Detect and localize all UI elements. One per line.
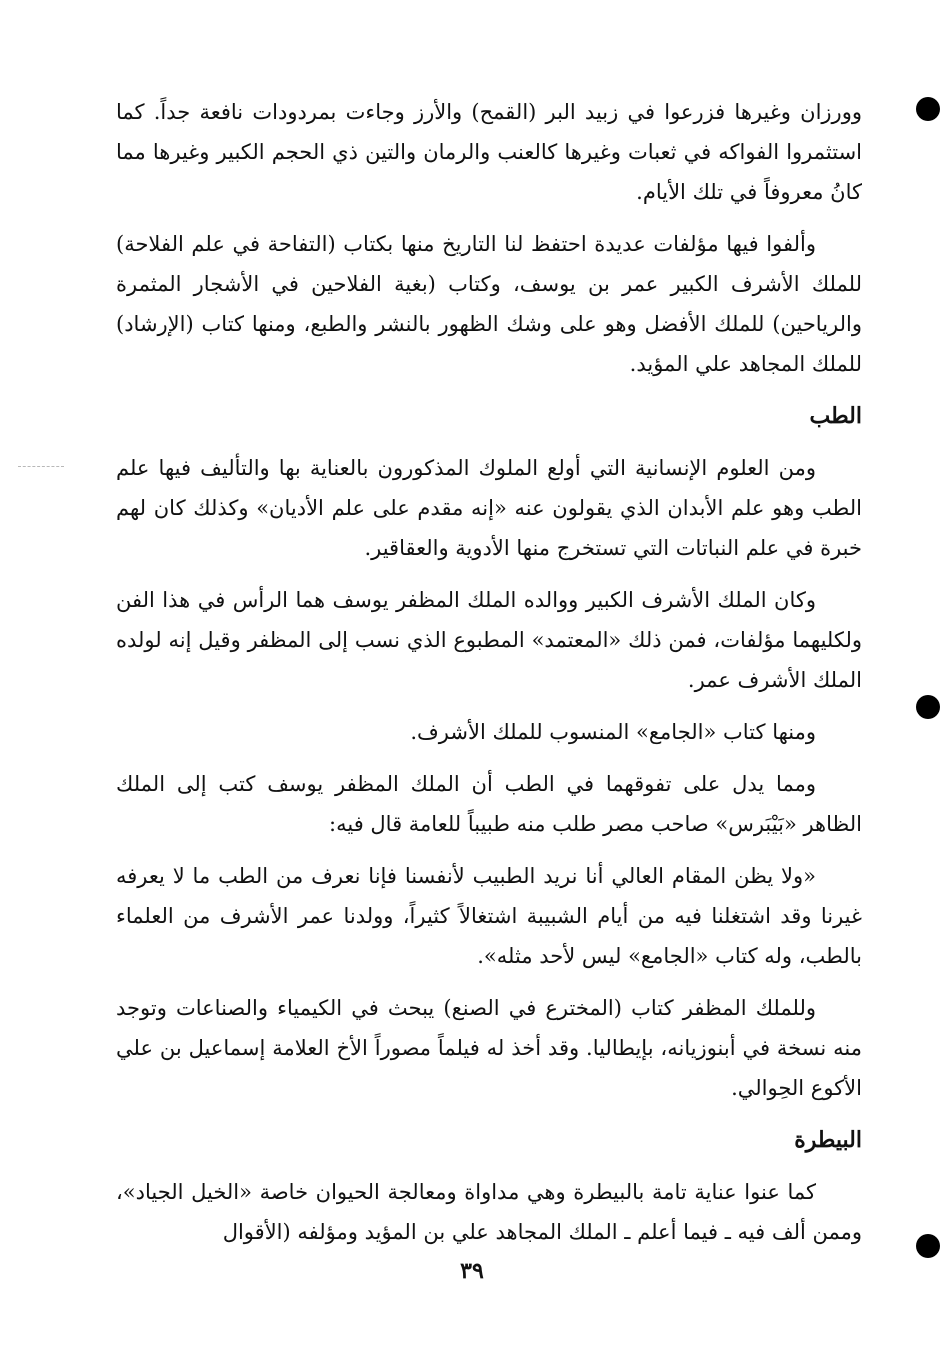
section-heading-medicine: الطب	[809, 403, 862, 429]
punch-hole-top	[916, 97, 940, 121]
paragraph-agriculture-books: وألفوا فيها مؤلفات عديدة احتفظ لنا التاريخ منها بكتاب (التفاحة في علم الفلاحة) للملك الأشرف الكبير عمر بن يوسف، وكتاب (بغية الفلاحين في الأشجار المثمرة والرياحين) للملك الأفضل وهو على وشك الظهور بالنشر والطبع، ومنها كتاب (الإرشاد) للملك المجاهد علي المؤيد.	[116, 232, 862, 376]
paragraph-agriculture-crops: وورزان وغيرها فزرعوا في زبيد البر (القمح) والأرز وجاءت بمردودات نافعة جداً. كما استثمروا الفواكه في ثعبات وغيرها كالعنب والرمان والتين ذي الحجم الكبير وغيرها مما كانُ معروفاً في تلك الأيام.	[116, 100, 862, 204]
document-page	[116, 92, 862, 1264]
margin-mark	[18, 466, 64, 467]
page-number: ٣٩	[460, 1258, 484, 1284]
paragraph-medicine-jami: ومنها كتاب «الجامع» المنسوب للملك الأشرف.	[410, 720, 816, 744]
punch-hole-bottom	[916, 1234, 940, 1258]
punch-hole-middle	[916, 695, 940, 719]
paragraph-medicine-letter: ومما يدل على تفوقهما في الطب أن الملك المظفر يوسف كتب إلى الملك الظاهر «بَيْبَرس» صاحب مصر طلب منه طبيباً للعامة قال فيه:	[116, 772, 862, 836]
section-heading-veterinary: البيطرة	[794, 1127, 862, 1153]
paragraph-medicine-quote: «ولا يظن المقام العالي أنا نريد الطبيب لأنفسنا فإنا نعرف من الطب ما لا يعرفه غيرنا وقد اشتغلنا فيه من أيام الشبيبة اشتغالاً كثيراً، وولدنا عمر الأشرف من العلماء بالطب، وله كتاب «الجامع» ليس لأحد مثله».	[116, 864, 862, 968]
paragraph-medicine-kings: وكان الملك الأشرف الكبير ووالده الملك المظفر يوسف هما الرأس في هذا الفن ولكليهما مؤلفات، فمن ذلك «المعتمد» المطبوع الذي نسب إلى المظفر وقيل إنه لولده الملك الأشرف عمر.	[116, 588, 862, 692]
paragraph-veterinary: كما عنوا عناية تامة بالبيطرة وهي مداواة ومعالجة الحيوان خاصة «الخيل الجياد»، وممن ألف فيه ـ فيما أعلم ـ الملك المجاهد علي بن المؤيد ومؤلفه (الأقوال	[116, 1180, 862, 1244]
paragraph-medicine-intro: ومن العلوم الإنسانية التي أولع الملوك المذكورون بالعناية بها والتأليف فيها علم الطب وهو علم الأبدان الذي يقولون عنه «إنه مقدم على علم الأديان» وكذلك كان لهم خبرة في علم النباتات التي تستخرج منها الأدوية والعقاقير.	[116, 456, 862, 560]
paragraph-chemistry: وللملك المظفر كتاب (المخترع في الصنع) يبحث في الكيمياء والصناعات وتوجد منه نسخة في أبنوزيانه، بإيطاليا. وقد أخذ له فيلماً مصوراً الأخ العلامة إسماعيل بن علي الأكوع الحِوالي.	[116, 996, 862, 1100]
